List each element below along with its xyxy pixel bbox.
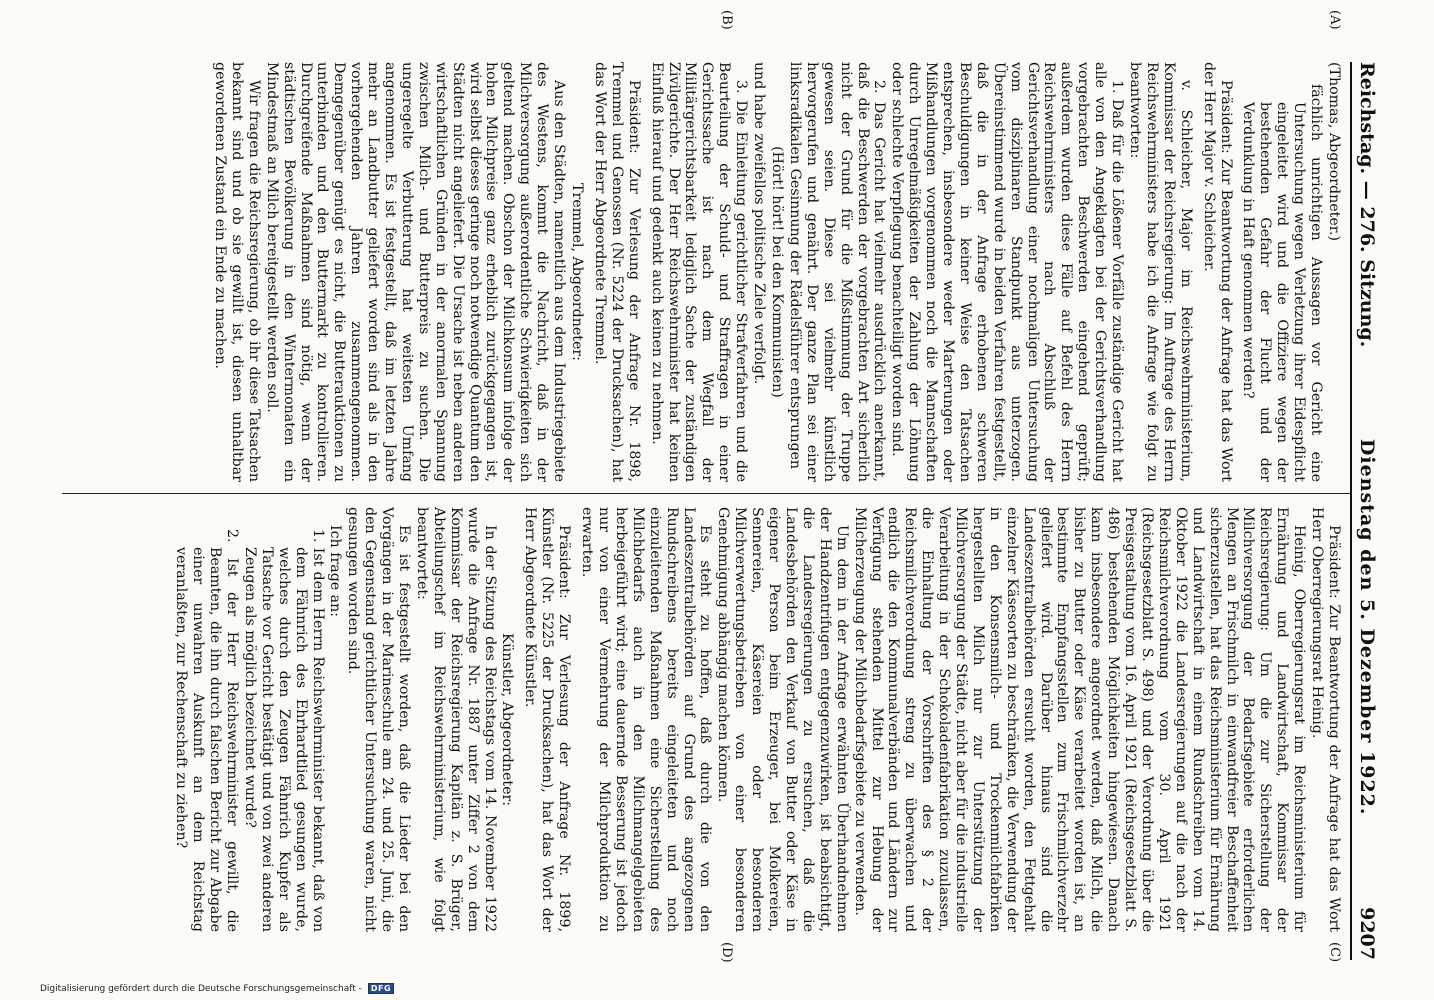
margin-marker-c: (C) bbox=[1327, 942, 1342, 963]
page-number: 9207 bbox=[1356, 907, 1378, 960]
paragraph: Um dem in der Anfrage erwähnten Überhandnehmen der Handzentrifugen entgegenzuwirken, ist beabsichtigt, die Landesregierungen zu ersuchen, daß die Landesbehörden den Verkauf von Butter oder Käse in eigener Person beim Erzeuger, bei Molkereien, Sennereien, Käsereien oder besonderen Milchverwertungsbetrieben von einer besonderen Genehmigung abhängig machen können. bbox=[715, 507, 850, 932]
margin-marker-b: (B) bbox=[719, 10, 734, 30]
paragraph: Wir fragen die Reichsregierung, ob ihr diese Tatsachen bekannt sind und ob sie gewillt ist, diesen unhaltbar gewordenen Zustand ein Ende zu machen. bbox=[212, 62, 262, 482]
paragraph: Es ist festgestellt worden, daß die Lieder bei den Vorgängen in der Marineschule am 24. und 25. Juni, die den Gegenstand gerichtlicher Untersuchung waren, nicht gesungen worden sind. bbox=[345, 507, 413, 932]
column-divider bbox=[62, 493, 1352, 494]
paragraph: (Thomas, Abgeordneter.) bbox=[1326, 62, 1342, 241]
paragraph: In der Sitzung des Reichstags vom 14. November 1922 wurde die Anfrage Nr. 1887 unter Ziffer 2 von dem Kommissar der Reichsregierung Kapitän z. S. Brüger, Abteilungschef im Reichswehrministerium, wie folgt beantwortet: bbox=[413, 507, 498, 932]
footer-text: Digitalisierung gefördert durch die Deutsche Forschungsgemeinschaft - bbox=[40, 983, 362, 994]
paragraph: 1. Daß für die Lößener Vorfälle zuständige Gericht hat alle von den Angeklagten bei der Gerichtsverhandlung vorgebrachten Beschwerden eingehend geprüft; außerdem wurden diese Fälle auf Befehl des Herrn Reichswehrministers nach Abschluß der Gerichtsverhandlung einer nochmaligen Untersuchung vom disziplinaren Standpunkt aus unterzogen. Übereinstimmend wurde in beiden Verfahren festgestellt, daß die in der Anfrage erhobenen schweren Beschuldigungen in keiner Weise den Tatsachen entsprechen, insbesondere weder Marterungen oder Mißhandlungen vorgenommen noch die Mannschaften durch Unregelmäßigkeiten der Zahlung der Löhnung oder schlechte Verpflegung benachteiligt worden sind. bbox=[889, 62, 1126, 482]
paragraph: und habe zweifellos politische Ziele verfolgt. bbox=[751, 62, 768, 385]
paragraph: Heinig, Oberregierungsrat im Reichsministerium für Ernährung und Landwirtschaft, Kommissar der Reichsregierung: Um die zur Sicherstellung der Milchversorgung der Bedarfsgebiete erforderlichen Mengen an Frischmilch in einwandfreier Beschaffenheit sicherzustellen, hat das Reichsministerium für Ernährung und Landwirtschaft in einem Rundschreiben vom 14. Oktober 1922 die Landesregierungen auf die nach der Reichsmilchverordnung vom 30. April 1921 (Reichsgesetzblatt S. 498) und der Verordnung über die Preisgestaltung vom 16. April 1921 (Reichsgesetzblatt S. 486) bestehenden Möglichkeiten hingewiesen. Danach kann insbesondere angeordnet werden, daß Milch, die bisher zu Butter oder Käse verarbeitet worden ist, an bestimmte Empfangsstellen zum Frischmilchverzehr geliefert wird. Darüber hinaus sind die Landeszentralbehörden ersucht worden, den Fettgehalt einzelner Käsesorten zu beschränken, die Verwendung der in den Konsensmilch- und Trockenmilchfabriken hergestellten Milch nur zur Unterstützung der Milchversorgung der Städte, nicht aber für die industrielle Verarbeitung in der Schokoladenfabrikation zuzulassen, die Einhaltung der Vorschriften des § 2 der Reichsmilchverordnung streng zu überwachen und endlich die den Kommunalverbänden und Ländern zur Verfügung stehenden Mittel zur Hebung der Milcherzeugung der Milchbedarfsgebiete zu verwenden. bbox=[851, 507, 1308, 932]
paragraph: Präsident: Zur Beantwortung der Anfrage hat das Wort der Herr Major v. Schleicher. bbox=[1200, 62, 1234, 482]
paragraph: (Hört! hört! bei den Kommunisten) bbox=[769, 146, 785, 398]
footer bbox=[40, 983, 394, 994]
paragraph: Es steht zu hoffen, daß durch die von den Landeszentralbehörden auf Grund des angezogenen Rundschreibens bereits eingeleiteten und noch einzuleitenden Maßnahmen eine Sicherstellung des Milchbedarfs auch in den Milchmangelgebieten herbeigeführt wird; eine dauernde Besserung ist jedoch nur von einer Vermehrung der Milchproduktion zu erwarten. bbox=[579, 507, 714, 932]
header-date: Dienstag den 5. Dezember 1922. bbox=[1356, 438, 1378, 816]
margin-marker-a: (A) bbox=[1327, 10, 1342, 30]
margin-marker-d: (D) bbox=[719, 942, 734, 963]
paragraph: fächlich unrichtigen Aussagen vor Gericht eine Untersuchung wegen Verletzung ihrer Eidespflicht eingeleitet wird und die Offiziere wegen der bestehenden Gefahr der Flucht und der Verdunklung in Haft genommen werden? bbox=[1240, 84, 1325, 482]
paragraph: 2. Ist der Herr Reichswehrminister gewillt, die Beamten, die ihn durch falschen Bericht zur Abgabe einer unwahren Auskunft an dem Reichstag veranlaßten, zur Rechenschaft zu ziehen? bbox=[173, 529, 240, 932]
paragraph: Aus den Städten, namentlich aus dem Industriegebiete des Westens, kommt die Nachricht, daß in der Milchversorgung außerordentliche Schwierigkeiten sich geltend machen. Obschon der Milchkonsum infolge der hohen Milchpreise ganz erheblich zurückgegangen ist, wird selbst dieses geringe noch notwendige Quantum den Städten nicht angeliefert. Die Ursache ist neben anderen wirtschaftlichen Gründen in der anormalen Spannung zwischen Milch- und Butterpreis zu suchen. Die ungeregelte Verbutterung hat weitesten Umfang angenommen. Es ist festgestellt, daß im letzten Jahre mehr an Landbutter geliefert worden sind als in den vorhergehenden Jahren zusammengenommen. Demgegenüber genügt es nicht, die Butterauktionen zu unterbinden und den Buttermarkt zu kontrollieren. Durchgreifende Maßnahmen sind nötig, wenn der städtischen Bevölkerung in den Wintermonaten ein Mindestmaß an Milch bereitgestellt werden soll. bbox=[263, 62, 568, 482]
paragraph: 3. Die Einleitung gerichtlicher Strafverfahren und die Beurteilung der Schuld- und Straffragen in einer Gerichtssache ist nach dem Wegfall der Militärgerichtsbarkeit lediglich Sache der zuständigen Zivilgerichte. Der Herr Reichswehrminister hat keinen Einfluß hierauf und gedenkt auch keinen zu nehmen. bbox=[648, 62, 750, 482]
left-column bbox=[210, 62, 1342, 482]
paragraph: v. Schleicher, Major im Reichswehrministerium, Kommissar der Reichsregierung: Im Auftrage des Herrn Reichswehrministers habe ich die Anfrage wie folgt zu beantworten: bbox=[1127, 62, 1194, 482]
paragraph: 1. Ist dem Herrn Reichswehrminister bekannt, daß von dem Fähnrich des Ehrhardtlied gesungen wurde, welches durch den Zeugen Fähnrich Kupfer als Tatsache vor Gericht bestätigt und von zwei anderen Zeugen als möglich bezeichnet wurde? bbox=[241, 529, 326, 932]
page-header bbox=[1350, 62, 1396, 960]
paragraph: Präsident: Zur Verlesung der Anfrage Nr. 1899, Künstler (Nr. 5225 der Drucksachen), hat das Wort der Herr Abgeordnete Künstler. bbox=[522, 507, 573, 932]
paragraph: Präsident: Zur Verlesung der Anfrage Nr. 1898, Tremmel und Genossen (Nr. 5224 der Drucksachen), hat das Wort der Herr Abgeordnete Tremmel. bbox=[591, 62, 642, 482]
paragraph: Tremmel, Abgeordneter: bbox=[569, 183, 586, 361]
paragraph: 2. Das Gericht hat vielmehr ausdrücklich anerkannt, daß die Beschwerden der vorgebrachten Art sicherlich nicht der Grund für die Mißstimmung der Truppe gewesen seien. Diese sei vielmehr künstlich hervorgerufen und genährt. Der ganze Plan sei einer linksradikalen Gesinnung der Rädelsführer entsprungen bbox=[786, 62, 888, 482]
paragraph: Künstler, Abgeordneter: bbox=[499, 632, 516, 807]
paragraph: Ich frage an: bbox=[327, 525, 344, 618]
dfg-logo: DFG bbox=[368, 983, 394, 994]
paragraph: Präsident: Zur Beantwortung der Anfrage hat das Wort Herr Oberregierungsrat Heinig. bbox=[1309, 507, 1342, 932]
header-left: Reichstag. — 276. Sitzung. bbox=[1356, 62, 1378, 348]
right-column bbox=[171, 507, 1342, 932]
